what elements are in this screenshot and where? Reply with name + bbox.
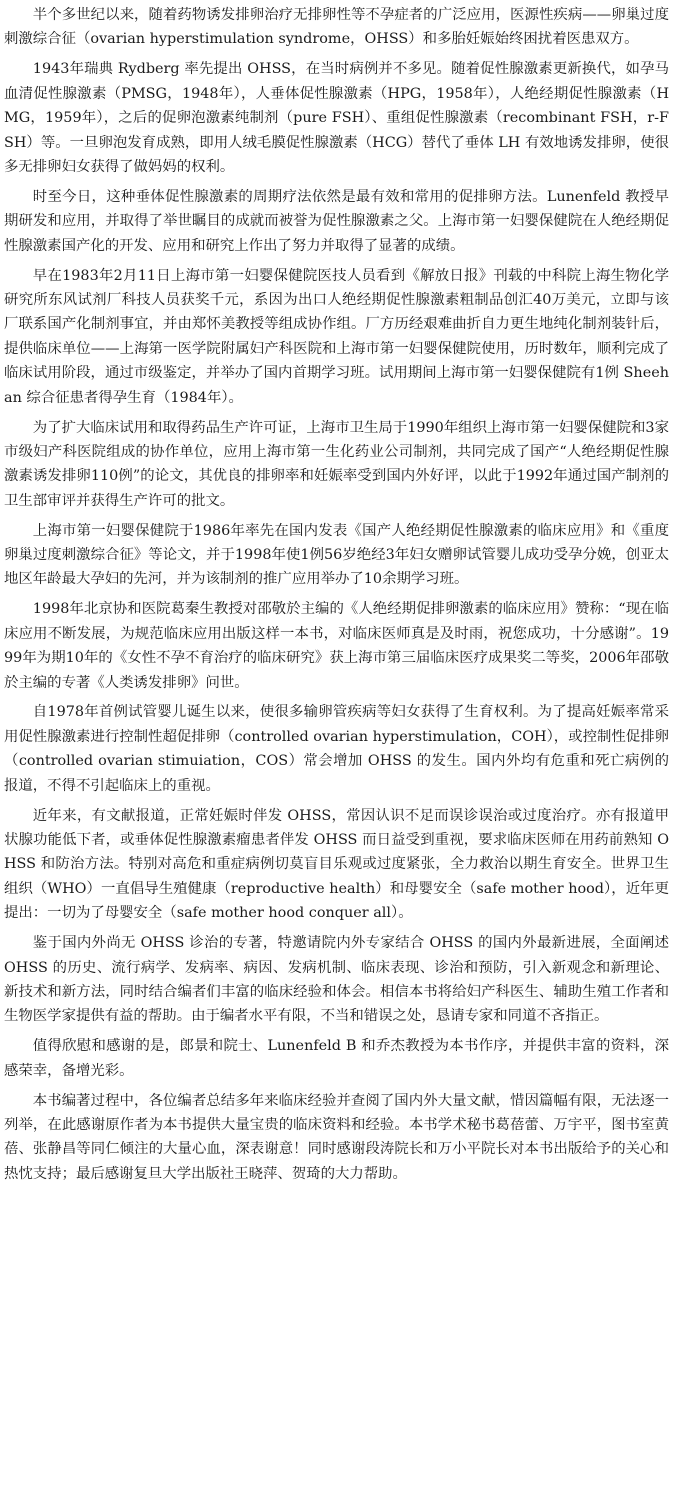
paragraph-ivf-coh: 自1978年首例试管婴儿诞生以来，使很多输卵管疾病等妇女获得了生育权利。为了提高妊娠率常采用促性腺激素进行控制性超促排卵（controlled ovarian hyperstimulation，COH），或控制性促排卵（controlled ovarian stimuiation，COS）常会增加 OHSS 的发生。国内外均有危重和死亡病例的报道，不得不引起临床上的重视。	[4, 704, 669, 794]
paragraph-periodic-therapy: 时至今日，这种垂体促性腺激素的周期疗法依然是最有效和常用的促排卵方法。Lunenfeld 教授早期研发和应用，并取得了举世瞩目的成就而被誉为促性腺激素之父。上海市第一妇婴保健院在人绝经期促性腺激素国产化的开发、应用和研究上作出了努力并取得了显著的成绩。	[4, 188, 669, 254]
paragraph-recent-reports: 近年来，有文献报道，正常妊娠时伴发 OHSS，常因认识不足而误诊误治或过度治疗。亦有报道甲状腺功能低下者，或垂体促性腺激素瘤患者伴发 OHSS 而日益受到重视，要求临床医师在用药前熟知 OHSS 和防治方法。特别对高危和重症病例切莫盲目乐观或过度紧张，全力救治以期生育安全。世界卫生组织（WHO）一直倡导生殖健康（reproductive health）和母婴安全（safe mother hood），近年更提出：一切为了母婴安全（safe mother hood conquer all）。	[4, 807, 669, 922]
paragraph-acknowledgements: 本书编著过程中，各位编者总结多年来临床经验并查阅了国内外大量文献，惜因篇幅有限，无法逐一列举，在此感谢原作者为本书提供大量宝贵的临床资料和经验。本书学术秘书葛蓓蕾、万宇平，图书室黄蓓、张静昌等同仁倾注的大量心血，深表谢意！同时感谢段涛院长和万小平院长对本书出版给予的关心和热忱支持；最后感谢复旦大学出版社王晓萍、贺琦的大力帮助。	[4, 1092, 669, 1182]
paragraph-prefaces-thanks: 值得欣慰和感谢的是，郎景和院士、Lunenfeld B 和乔杰教授为本书作序，并提供丰富的资料，深感荣幸，备增光彩。	[4, 1038, 669, 1079]
paragraph-1998-praise: 1998年北京协和医院葛秦生教授对邵敬於主编的《人绝经期促排卵激素的临床应用》赞称：“现在临床应用不断发展，为规范临床应用出版这样一本书，对临床医师真是及时雨，祝您成功，十分感谢”。1999年为期10年的《女性不孕不育治疗的临床研究》获上海市第三届临床医疗成果奖二等奖，2006年邵敬於主编的专著《人类诱发排卵》问世。	[4, 601, 669, 691]
paragraph-1983-collaboration: 早在1983年2月11日上海市第一妇婴保健院医技人员看到《解放日报》刊载的中科院上海生物化学研究所东风试剂厂科技人员获奖千元，系因为出口人绝经期促性腺激素粗制品创汇40万美元，立即与该厂联系国产化制剂事宜，并由郑怀美教授等组成协作组。厂方历经艰难曲折自力更生地纯化制剂装针后，提供临床单位——上海第一医学院附属妇产科医院和上海市第一妇婴保健院使用，历时数年，顺利完成了临床试用阶段，通过市级鉴定，并举办了国内首期学习班。试用期间上海市第一妇婴保健院有1例 Sheehan 综合征患者得孕生育（1984年）。	[4, 267, 669, 406]
paragraph-1986-publications: 上海市第一妇婴保健院于1986年率先在国内发表《国产人绝经期促性腺激素的临床应用》和《重度卵巢过度刺激综合征》等论文，并于1998年使1例56岁绝经3年妇女赠卵试管婴儿成功受孕分娩，创亚太地区年龄最大孕妇的先河，并为该制剂的推广应用举办了10余期学习班。	[4, 522, 669, 588]
paragraph-gonadotropin-evolution: 1943年瑞典 Rydberg 率先提出 OHSS，在当时病例并不多见。随着促性腺激素更新换代，如孕马血清促性腺激素（PMSG，1948年），人垂体促性腺激素（HPG，1958年），人绝经期促性腺激素（HMG，1959年），之后的促卵泡激素纯制剂（pure FSH）、重组促性腺激素（recombinant FSH，r-FSH）等。一旦卵泡发育成熟，即用人绒毛膜促性腺激素（HCG）替代了垂体 LH 有效地诱发排卵，使很多无排卵妇女获得了做妈妈的权利。	[4, 61, 669, 175]
paragraph-1990-trial: 为了扩大临床试用和取得药品生产许可证，上海市卫生局于1990年组织上海市第一妇婴保健院和3家市级妇产科医院组成的协作单位，应用上海市第一生化药业公司制剂，共同完成了国产“人绝经期促性腺激素诱发排卵110例”的论文，其优良的排卵率和妊娠率受到国内外好评，以此于1992年通过国产制剂的卫生部审评并获得生产许可的批文。	[4, 419, 669, 509]
paragraph-book-purpose: 鉴于国内外尚无 OHSS 诊治的专著，特邀请院内外专家结合 OHSS 的国内外最新进展，全面阐述 OHSS 的历史、流行病学、发病率、病因、发病机制、临床表现、诊治和预防，引入新观念和新理论、新技术和新方法，同时结合编者们丰富的临床经验和体会。相信本书将给妇产科医生、辅助生殖工作者和生物医学家提供有益的帮助。由于编者水平有限，不当和错误之处，恳请专家和同道不吝指正。	[4, 935, 669, 1025]
paragraph-history-intro: 半个多世纪以来，随着药物诱发排卵治疗无排卵性等不孕症者的广泛应用，医源性疾病——卵巢过度刺激综合征（ovarian hyperstimulation syndrome，OHSS）和多胎妊娠始终困扰着医患双方。	[4, 7, 669, 48]
